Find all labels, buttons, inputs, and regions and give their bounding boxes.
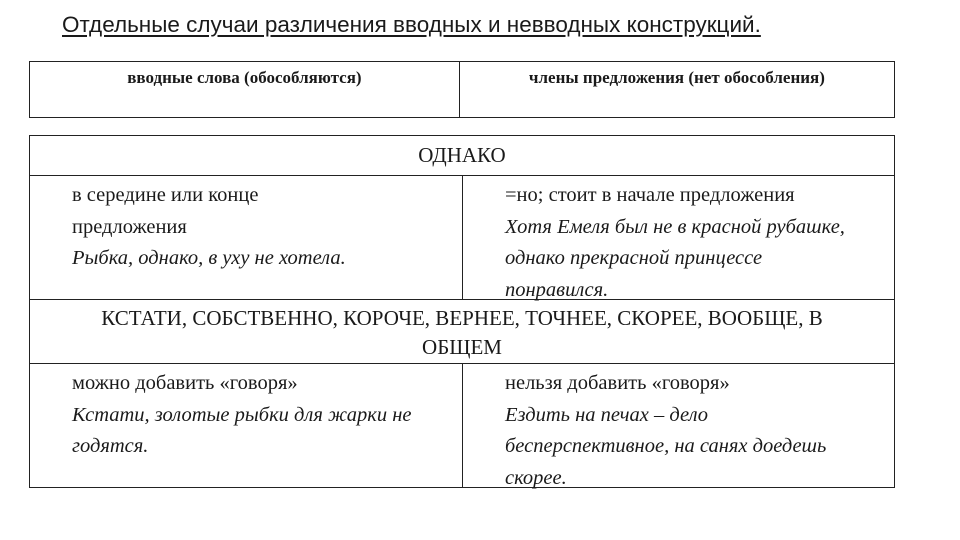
cell-sentence-member [462, 364, 894, 487]
example-text: Рыбка, однако, в уху не хотела. [72, 247, 346, 269]
example-text: Хотя Емеля был не в красной рубашке, однако прекрасной принцессе понравился. [505, 215, 845, 301]
table-row [30, 176, 894, 300]
rule-text: можно добавить «говоря» [72, 372, 298, 394]
example-text: Ездить на печах – дело бесперспективное, на санях доедешь скорее. [505, 403, 827, 489]
header-introductory-words: вводные слова (обособляются) [127, 68, 362, 87]
section-heading-odnako: ОДНАКО [30, 136, 894, 176]
comparison-table [29, 135, 895, 488]
cell-introductory [30, 176, 462, 299]
section-heading-kstati: КСТАТИ, СОБСТВЕННО, КОРОЧЕ, ВЕРНЕЕ, ТОЧНЕЕ, СКОРЕЕ, ВООБЩЕ, В ОБЩЕМ [30, 300, 894, 364]
rule-text: в середине или конце предложения [72, 184, 259, 238]
header-sentence-members: члены предложения (нет обособления) [459, 62, 894, 117]
rule-text: нельзя добавить «говоря» [505, 372, 730, 394]
cell-introductory [30, 364, 462, 487]
example-text: Кстати, золотые рыбки для жарки не годятся. [72, 403, 412, 457]
table-row [30, 364, 894, 487]
cell-sentence-member [462, 176, 894, 299]
header-table [29, 61, 895, 118]
page-title: Отдельные случаи различения вводных и невводных конструкций. [62, 12, 761, 37]
rule-text: =но; стоит в начале предложения [505, 184, 795, 206]
